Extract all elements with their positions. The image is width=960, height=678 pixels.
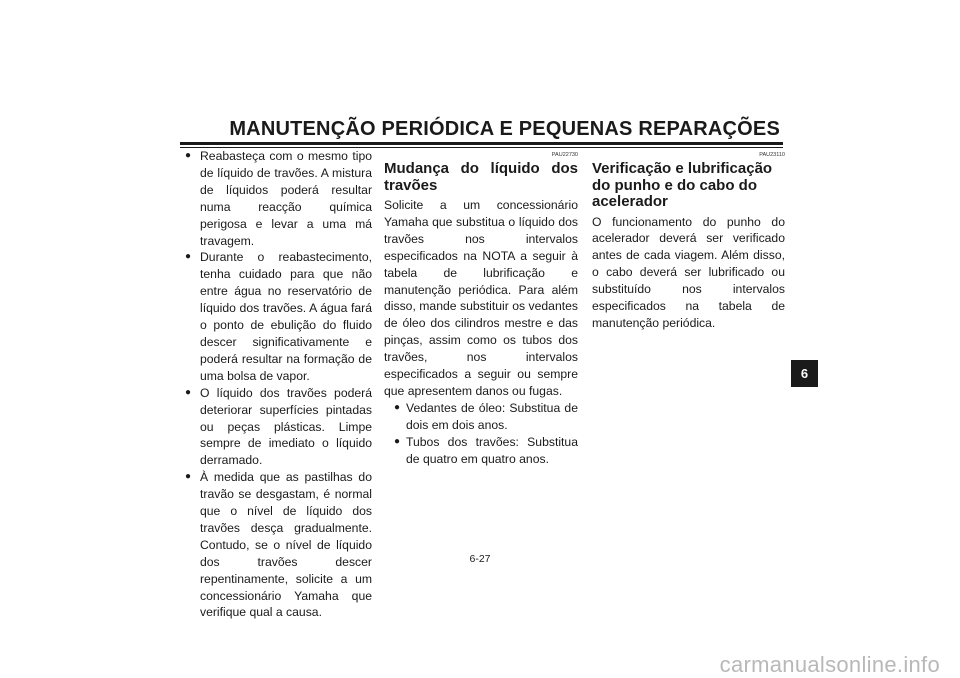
bullet-item: ● O líquido dos travões poderá deteriorar superfícies pintadas ou peças plásticas. Limpe sempre de imediato o líquido derramado. xyxy=(185,385,372,468)
header-rule-thick xyxy=(180,142,783,145)
section-heading: Verificação e lubrificação do punho e do cabo do acelerador xyxy=(592,160,773,210)
bullet-dot-icon: ● xyxy=(185,251,192,263)
bullet-item: ● Reabasteça com o mesmo tipo de líquido de travões. A mistura de líquidos poderá resultar numa reacção química perigosa e levar a uma má travagem. xyxy=(185,149,372,248)
bullet-item: ● Vedantes de óleo: Substitua de dois em dois anos. xyxy=(394,400,578,432)
bullet-dot-icon: ● xyxy=(394,435,401,447)
column-3 xyxy=(592,148,785,332)
bullet-item: ● Tubos dos travões: Substitua de quatro em quatro anos. xyxy=(394,434,578,466)
page-header-title: MANUTENÇÃO PERIÓDICA E PEQUENAS REPARAÇÕES xyxy=(229,118,780,140)
page-number: 6-27 xyxy=(469,553,491,565)
section-heading: Mudança do líquido dos travões xyxy=(384,160,578,194)
section-code: PAU23110 xyxy=(759,152,785,158)
section-body: Solicite a um concessionário Yamaha que substitua o líquido dos travões nos intervalos especificados na NOTA a seguir à tabela de lubrificação e manutenção periódica. Para além disso, mande substituir os vedantes de óleo dos cilindros mestre e das pinças, assim como os tubos dos travões, nos intervalos especificados a seguir ou sempre que apresentem danos ou fugas. xyxy=(384,198,578,398)
section-tab: 6 xyxy=(791,360,818,387)
bullet-dot-icon: ● xyxy=(394,401,401,413)
bullet-dot-icon: ● xyxy=(185,150,192,161)
section-code: PAU22730 xyxy=(551,152,578,158)
bullet-item: ● À medida que as pastilhas do travão se desgastam, é normal que o nível de líquido dos travões desça gradualmente. Contudo, se o nível de líquido dos travões descer repentinamente, solicite a um concessionário Yamaha que verifique qual a causa. xyxy=(185,470,372,620)
bullet-item: ● Durante o reabastecimento, tenha cuidado para que não entre água no reservatório de líquido dos travões. A água fará o ponto de ebulição do fluido descer significativamente e poderá resultar na formação de uma bolsa de vapor. xyxy=(185,250,372,383)
bullet-dot-icon: ● xyxy=(185,386,192,398)
watermark: carmanualsonline.info xyxy=(719,652,940,677)
section-body: O funcionamento do punho do acelerador deverá ser verificado antes de cada viagem. Além disso, o cabo deverá ser lubrificado ou substituído nos intervalos especificados na tabela de manutenção periódica. xyxy=(592,214,785,330)
bullet-dot-icon: ● xyxy=(185,471,192,483)
column-1 xyxy=(182,148,372,621)
column-2 xyxy=(384,148,578,468)
